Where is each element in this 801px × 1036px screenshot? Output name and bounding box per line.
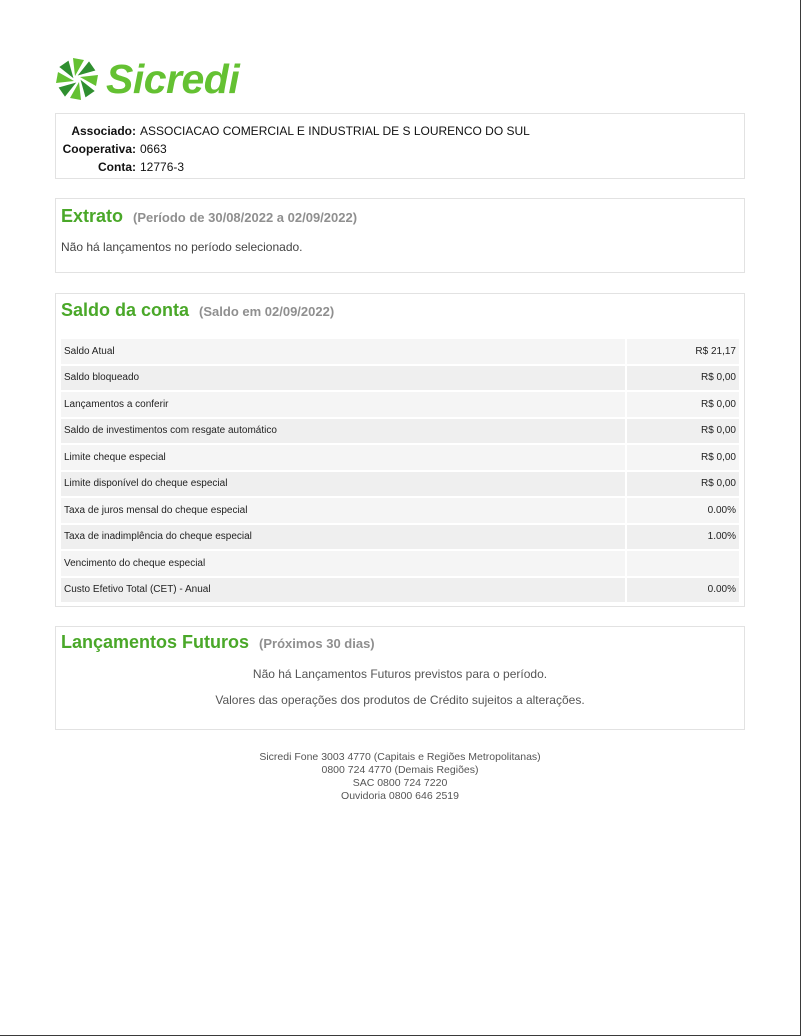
saldo-row-label: Lançamentos a conferir — [61, 392, 625, 417]
extrato-header — [56, 206, 744, 227]
futuros-empty-message: Não há Lançamentos Futuros previstos para o período. — [252, 667, 548, 681]
table-row — [61, 498, 739, 523]
saldo-title: Saldo da conta — [61, 300, 190, 320]
saldo-row-label: Limite disponível do cheque especial — [61, 472, 625, 497]
associado-label: Associado: — [71, 124, 136, 138]
saldo-row-value: 1.00% — [625, 525, 739, 550]
saldo-row-value: R$ 0,00 — [625, 419, 739, 444]
saldo-row-label: Vencimento do cheque especial — [61, 551, 625, 576]
saldo-header — [56, 300, 744, 321]
table-row — [61, 472, 739, 497]
saldo-row-label: Limite cheque especial — [61, 445, 625, 470]
conta-value: 12776-3 — [140, 160, 185, 174]
cooperativa-value: 0663 — [140, 142, 167, 156]
sicredi-pinwheel-icon — [54, 56, 100, 102]
extrato-title: Extrato — [61, 206, 124, 226]
saldo-row-value: R$ 0,00 — [625, 366, 739, 391]
table-row — [61, 445, 739, 470]
table-row — [61, 392, 739, 417]
saldo-row-value — [625, 551, 739, 576]
saldo-row-value: R$ 21,17 — [625, 339, 739, 364]
extrato-empty-message: Não há lançamentos no período selecionado. — [61, 240, 303, 254]
conta-row — [56, 158, 744, 176]
saldo-row-label: Saldo de investimentos com resgate automático — [61, 419, 625, 444]
saldo-row-label: Saldo Atual — [61, 339, 625, 364]
saldo-section — [55, 293, 745, 607]
table-row — [61, 551, 739, 576]
table-row — [61, 366, 739, 391]
saldo-row-value: 0.00% — [625, 578, 739, 603]
saldo-row-label: Taxa de inadimplência do cheque especial — [61, 525, 625, 550]
saldo-row-value: 0.00% — [625, 498, 739, 523]
saldo-row-value: R$ 0,00 — [625, 472, 739, 497]
table-row — [61, 419, 739, 444]
saldo-row-label: Taxa de juros mensal do cheque especial — [61, 498, 625, 523]
footer-sac-line: SAC 0800 724 7220 — [352, 777, 448, 789]
futuros-section — [55, 626, 745, 730]
futuros-disclaimer: Valores das operações dos produtos de Crédito sujeitos a alterações. — [215, 693, 585, 707]
conta-label: Conta: — [98, 160, 136, 174]
table-row — [61, 339, 739, 364]
contact-footer — [55, 751, 745, 803]
table-row — [61, 525, 739, 550]
account-info-panel — [55, 113, 745, 179]
saldo-row-label: Saldo bloqueado — [61, 366, 625, 391]
saldo-row-value: R$ 0,00 — [625, 445, 739, 470]
sicredi-logo — [54, 54, 239, 104]
saldo-row-label: Custo Efetivo Total (CET) - Anual — [61, 578, 625, 603]
footer-other-regions-line: 0800 724 4770 (Demais Regiões) — [321, 764, 479, 776]
associado-row — [56, 122, 744, 140]
saldo-row-value: R$ 0,00 — [625, 392, 739, 417]
cooperativa-row — [56, 140, 744, 158]
extrato-section — [55, 198, 745, 273]
futuros-subtitle: (Próximos 30 dias) — [259, 636, 375, 651]
futuros-header — [56, 632, 744, 653]
saldo-table — [61, 337, 739, 604]
extrato-period: (Período de 30/08/2022 a 02/09/2022) — [133, 210, 358, 225]
footer-phone-line: Sicredi Fone 3003 4770 (Capitais e Regiões Metropolitanas) — [259, 751, 541, 763]
footer-ouvidoria-line: Ouvidoria 0800 646 2519 — [341, 790, 459, 802]
cooperativa-label: Cooperativa: — [62, 142, 136, 156]
table-row — [61, 578, 739, 603]
logo-wordmark: Sicredi — [106, 55, 240, 102]
associado-value: ASSOCIACAO COMERCIAL E INDUSTRIAL DE S LOURENCO DO SUL — [140, 124, 530, 138]
saldo-subtitle: (Saldo em 02/09/2022) — [199, 304, 335, 319]
futuros-title: Lançamentos Futuros — [61, 632, 250, 652]
